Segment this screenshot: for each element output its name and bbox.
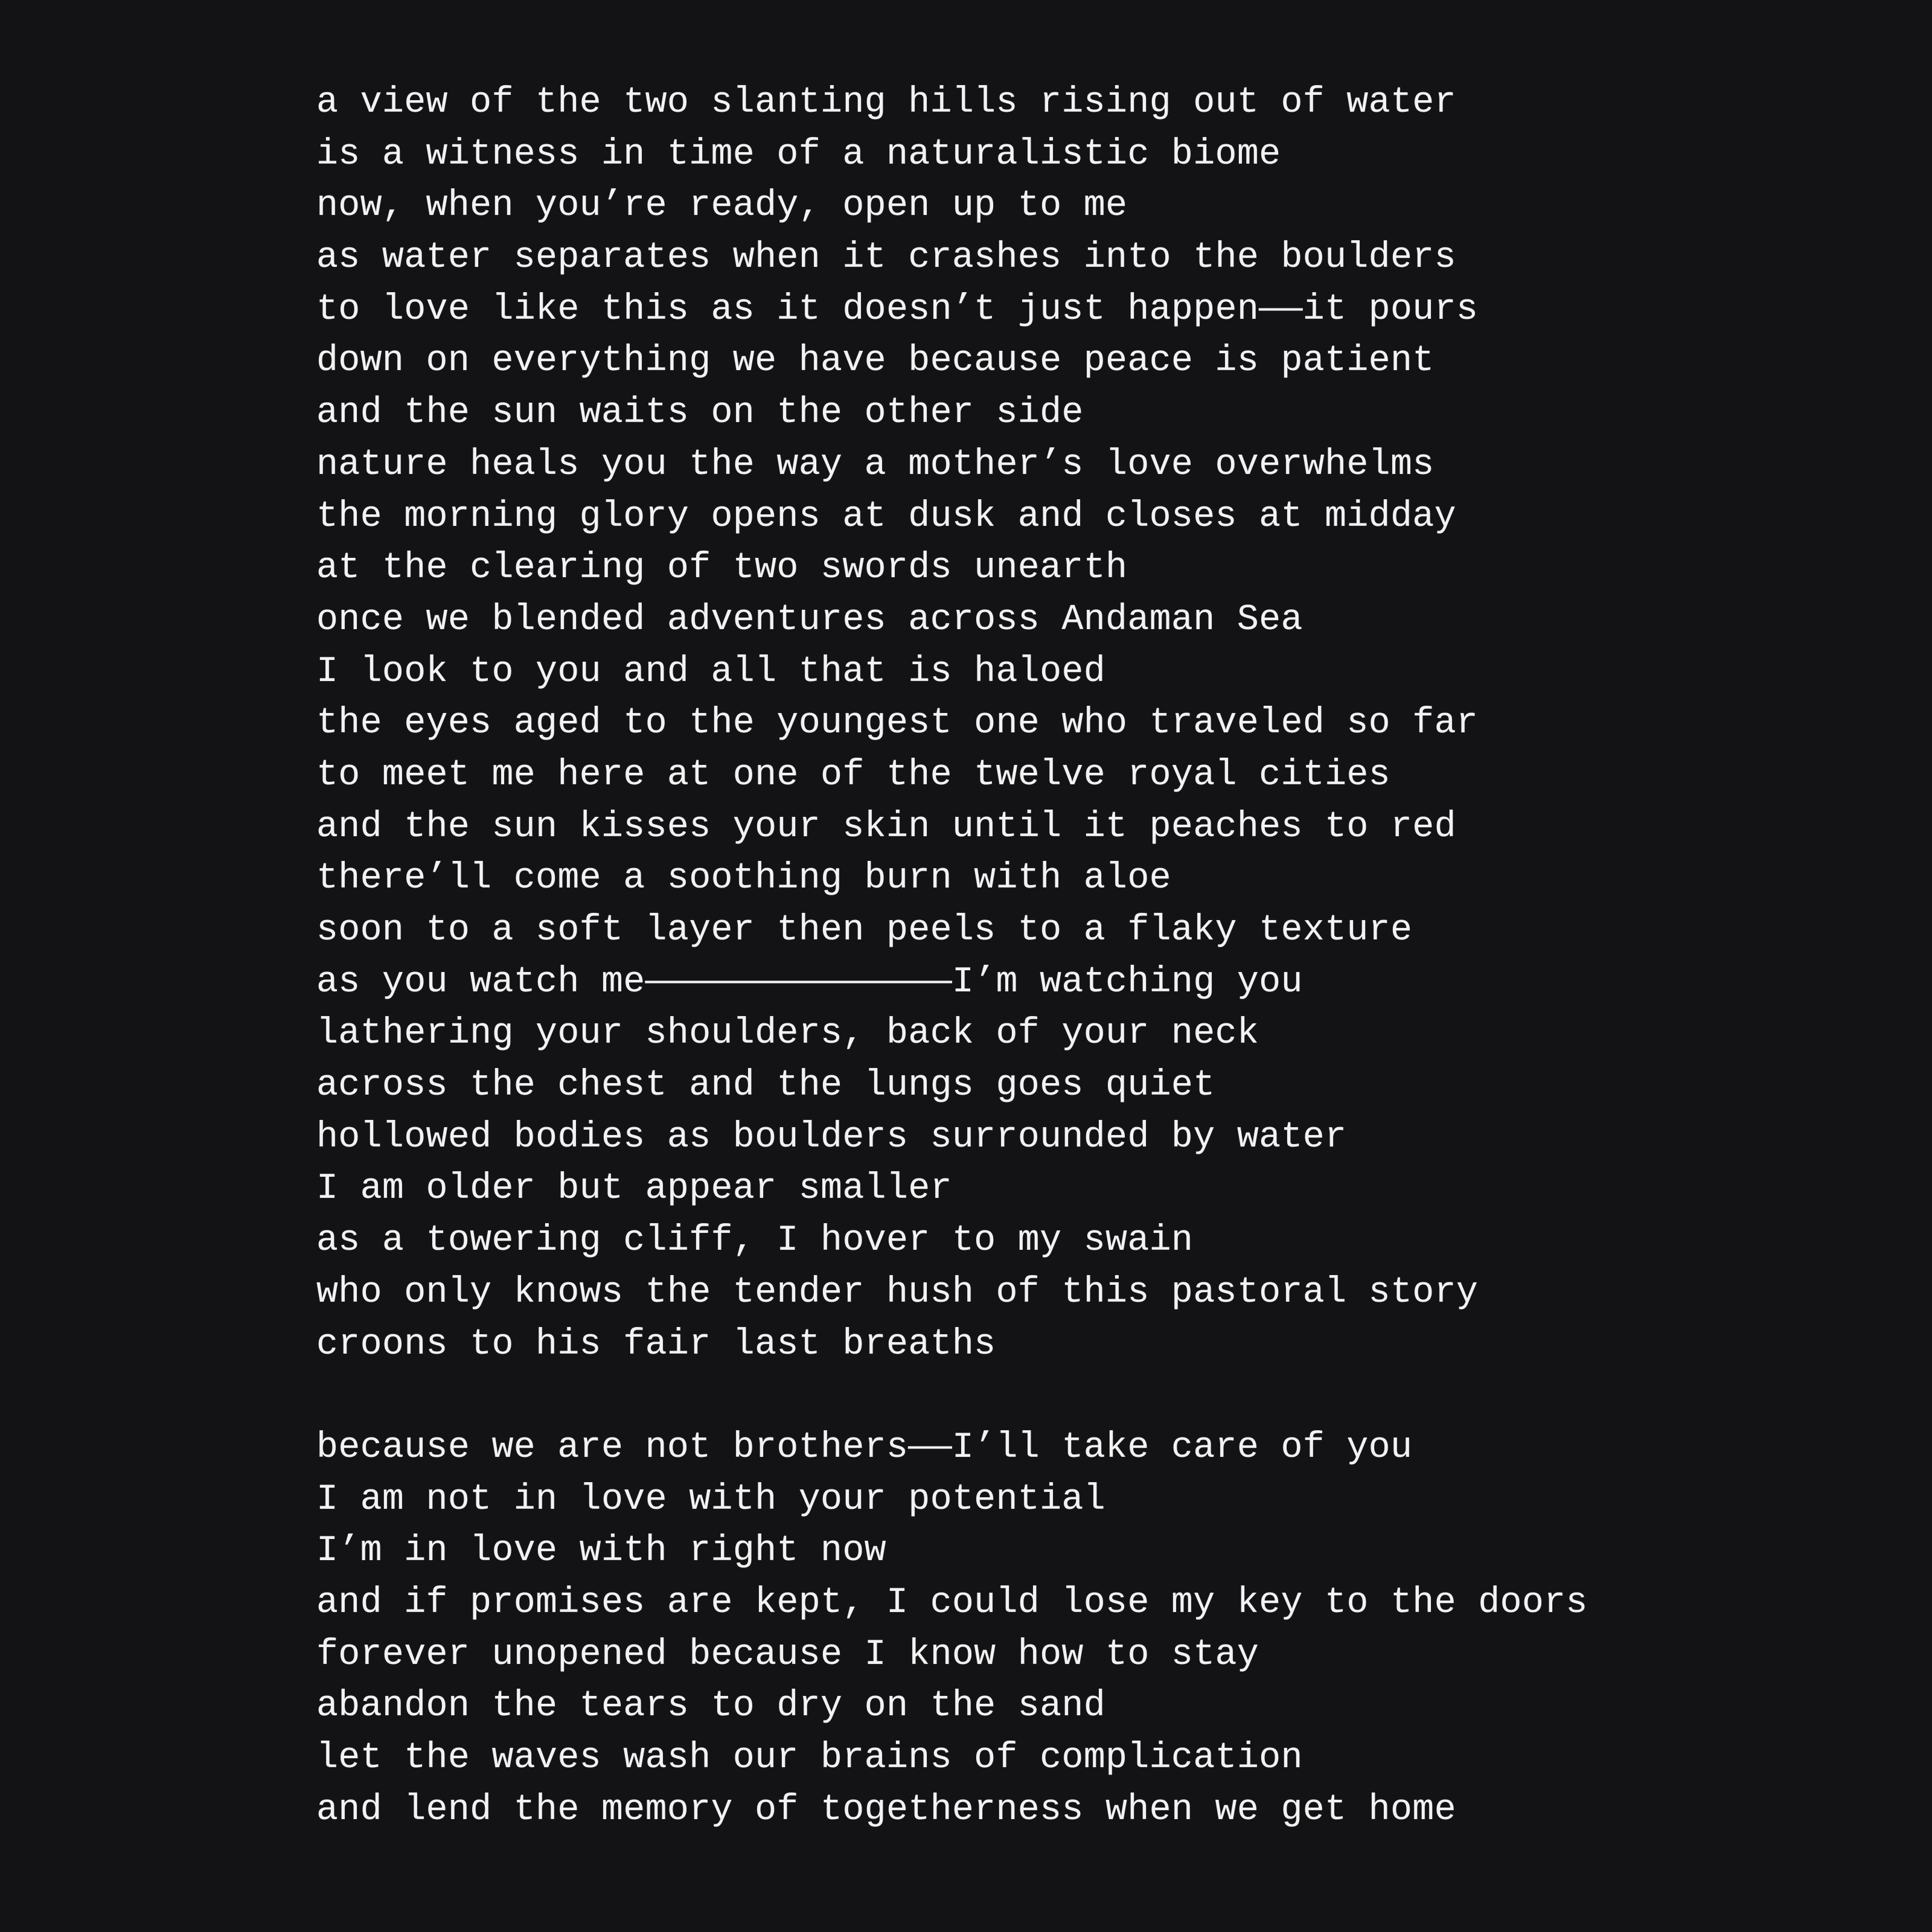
poem-line: is a witness in time of a naturalistic biome: [316, 133, 1281, 175]
poem-line: hollowed bodies as boulders surrounded by water: [316, 1116, 1347, 1158]
poem-line: I look to you and all that is haloed: [316, 651, 1106, 693]
poem-line: abandon the tears to dry on the sand: [316, 1686, 1106, 1727]
poem-line: lathering your shoulders, back of your neck: [316, 1013, 1259, 1055]
poem-line: forever unopened because I know how to stay: [316, 1634, 1259, 1675]
poem-line: nature heals you the way a mother’s love overwhelms: [316, 444, 1435, 485]
poem-line: and lend the memory of togetherness when we get home: [316, 1789, 1456, 1831]
poem-line: down on everything we have because peace is patient: [316, 341, 1435, 382]
poem-line: let the waves wash our brains of complication: [316, 1738, 1303, 1779]
poem-line: soon to a soft layer then peels to a flaky texture: [316, 910, 1413, 951]
poem-stanza: [316, 77, 1588, 1371]
poem-line: as you watch me——————————————I’m watching you: [316, 961, 1303, 1003]
poem-line: because we are not brothers——I’ll take care of you: [316, 1427, 1413, 1468]
poem-line: a view of the two slanting hills rising out of water: [316, 82, 1456, 123]
poem-stanza: [316, 1422, 1588, 1837]
poem-line: who only knows the tender hush of this pastoral story: [316, 1271, 1479, 1313]
poem-line: at the clearing of two swords unearth: [316, 548, 1128, 589]
poem-line: croons to his fair last breaths: [316, 1323, 996, 1365]
poem-line: to meet me here at one of the twelve royal cities: [316, 754, 1390, 796]
poem-line: the morning glory opens at dusk and closes at midday: [316, 496, 1456, 537]
poem-line: once we blended adventures across Andaman Sea: [316, 599, 1303, 641]
poem-line: the eyes aged to the youngest one who traveled so far: [316, 703, 1479, 744]
poem-line: and the sun kisses your skin until it peaches to red: [316, 806, 1456, 848]
poem-line: as a towering cliff, I hover to my swain: [316, 1220, 1194, 1262]
poem-line: now, when you’re ready, open up to me: [316, 185, 1128, 227]
poem-line: and the sun waits on the other side: [316, 392, 1084, 434]
poem-line: I am not in love with your potential: [316, 1479, 1106, 1520]
poem-line: across the chest and the lungs goes quiet: [316, 1065, 1215, 1107]
poem-line: as water separates when it crashes into the boulders: [316, 237, 1456, 279]
poem-line: there’ll come a soothing burn with aloe: [316, 858, 1171, 900]
poem-line: I am older but appear smaller: [316, 1168, 952, 1210]
poem: [316, 77, 1588, 1836]
poem-line: to love like this as it doesn’t just happen——it pours: [316, 289, 1479, 330]
poem-line: and if promises are kept, I could lose my key to the doors: [316, 1582, 1588, 1623]
poem-line: I’m in love with right now: [316, 1531, 886, 1572]
